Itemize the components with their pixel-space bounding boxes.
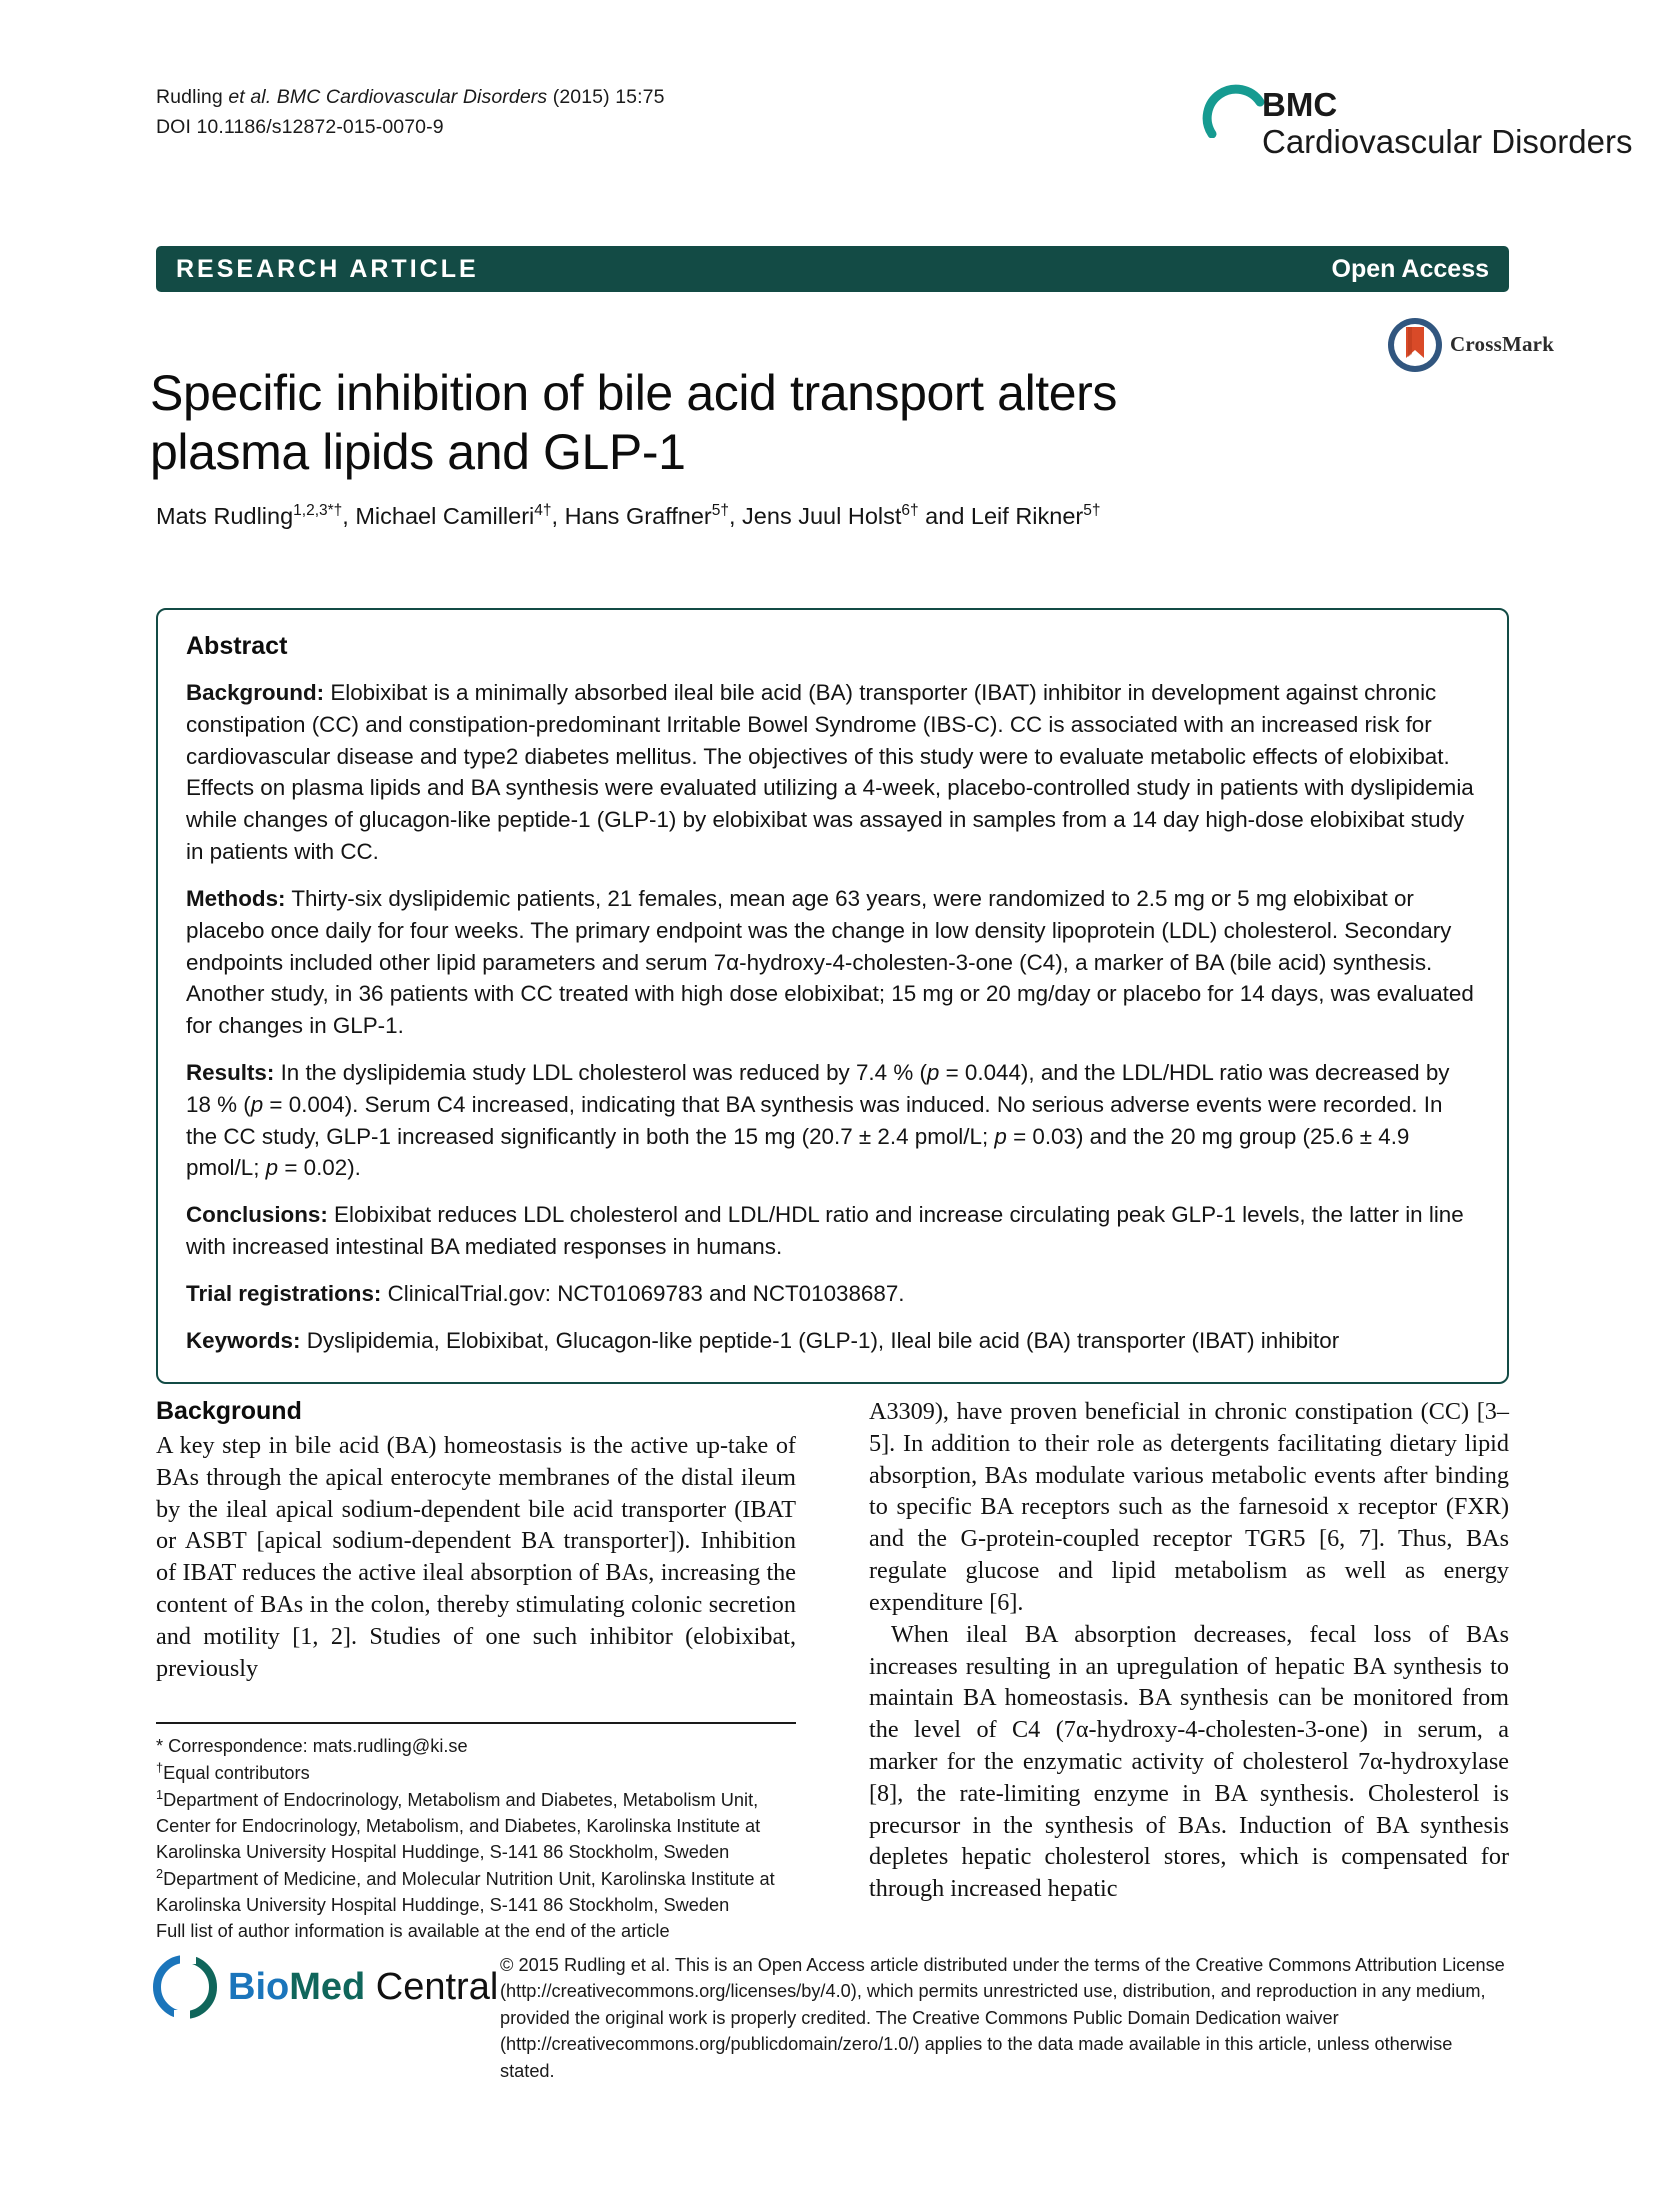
- body-column-left: [156, 1396, 796, 1685]
- abstract-heading: Abstract: [186, 632, 288, 660]
- biomed-central-wordmark: [228, 1968, 498, 2006]
- abstract-section-text: Elobixibat is a minimally absorbed ileal bile acid (BA) transporter (IBAT) inhibitor in development against chronic constipation (CC) and constipation-predominant Irritable Bowel Syndrome (IBS-C). CC is associated with an increased risk for cardiovascular disease and type2 diabetes mellitus. The objectives of this study were to evaluate metabolic effects of elobixibat. Effects on plasma lipids and BA synthesis were evaluated utilizing a 4-week, placebo-controlled study in patients with dyslipidemia while changes of glucagon-like peptide-1 (GLP-1) by elobixibat was assayed in samples from a 14 day high-dose elobixibat study in patients with CC.: [186, 680, 1474, 865]
- bmc-logo-text: [1262, 88, 1632, 161]
- body-column-right: [869, 1396, 1509, 1905]
- crossmark-label: CrossMark: [1450, 332, 1555, 356]
- banner-article-type: RESEARCH ARTICLE: [176, 254, 479, 283]
- biomed-central-logo: [152, 1952, 499, 2022]
- abstract-section: [186, 1057, 1479, 1184]
- abstract-section-text: ClinicalTrial.gov: NCT01069783 and NCT01038687.: [381, 1280, 905, 1306]
- biomed-central-ring-icon: [152, 1954, 218, 2020]
- logo-word-central: Central: [365, 1966, 499, 2008]
- page-header: [156, 82, 1633, 222]
- abstract-section-label: Methods:: [186, 885, 286, 911]
- abstract-section-text: Elobixibat reduces LDL cholesterol and LDL/HDL ratio and increase circulating peak GLP-1 levels, the latter in line with increased intestinal BA mediated responses in humans.: [186, 1202, 1464, 1259]
- bmc-journal-logo: [1184, 70, 1633, 175]
- equal-contributors-line: †Equal contributors: [156, 1759, 310, 1783]
- license-text-block: [500, 1952, 1510, 2084]
- license-text: © 2015 Rudling et al. This is an Open Access article distributed under the terms of the Creative Commons Attribution License (http://creativecommons.org/licenses/by/4.0), which permits unrestricted use, distribution, and reproduction in any medium, provided the original work is properly credited. The Creative Commons Public Domain Dedication waiver (http://creativecommons.org/publicdomain/zero/1.0/) applies to the data made available in this article, unless otherwise stated.: [500, 1955, 1505, 2081]
- abstract-section-text: Dyslipidemia, Elobixibat, Glucagon-like peptide-1 (GLP-1), Ileal bile acid (BA) transporter (IBAT) inhibitor: [300, 1327, 1340, 1353]
- page-title: Specific inhibition of bile acid transport alters plasma lipids and GLP-1: [150, 364, 1118, 480]
- abstract-section-label: Conclusions:: [186, 1202, 328, 1228]
- abstract-section-text: In the dyslipidemia study LDL cholesterol was reduced by 7.4 % (p = 0.044), and the LDL/HDL ratio was decreased by 18 % (p = 0.004). Serum C4 increased, indicating that BA synthesis was induced. No serious adverse events were recorded. In the CC study, GLP-1 increased significantly in both the 15 mg (20.7 ± 2.4 pmol/L; p = 0.03) and the 20 mg group (25.6 ± 4.9 pmol/L; p = 0.02).: [186, 1059, 1450, 1181]
- body-paragraph-2: When ileal BA absorption decreases, fecal loss of BAs increases resulting in an upregulation of hepatic BA synthesis to maintain BA homeostasis. BA synthesis can be monitored from the level of C4 (7α-hydroxy-4-cholesten-3-one) in serum, a marker for the enzymatic activity of cholesterol 7α-hydroxylase [8], the rate-limiting enzyme in BA synthesis. Cholesterol is precursor in the synthesis of BAs. Induction of BA synthesis depletes hepatic cholesterol stores, which is compensated for through increased hepatic: [869, 1620, 1509, 1903]
- bmc-abbreviation: BMC: [1262, 86, 1338, 123]
- affiliation-1: $^1$Department of Endocrinology, Metabolism and Diabetes, Metabolism Unit, Center for Endocrinology, Metabolism, and Diabetes, Karolinska Institute at Karolinska University Hospital Huddinge, S-141 86 Stockholm, Sweden: [156, 1786, 761, 1862]
- banner-open-access: Open Access: [1331, 254, 1489, 283]
- abstract-section: [186, 677, 1479, 868]
- citation-suffix: (2015) 15:75: [547, 86, 665, 108]
- abstract-section: [186, 883, 1479, 1042]
- abstract-sections: [186, 677, 1479, 1356]
- doi-line: DOI 10.1186/s12872-015-0070-9: [156, 116, 444, 139]
- correspondence-line: * Correspondence: mats.rudling@ki.se: [156, 1735, 468, 1756]
- citation-journal: et al. BMC Cardiovascular Disorders: [228, 86, 548, 108]
- abstract-section: [186, 1199, 1479, 1263]
- bmc-arc-icon: [1202, 72, 1268, 138]
- bmc-journal-name: Cardiovascular Disorders: [1262, 123, 1633, 160]
- abstract-section-text: Thirty-six dyslipidemic patients, 21 females, mean age 63 years, were randomized to 2.5 mg or 5 mg elobixibat or placebo once daily for four weeks. The primary endpoint was the change in low density lipoprotein (LDL) cholesterol. Secondary endpoints included other lipid parameters and serum 7α-hydroxy-4-cholesten-3-one (C4), a marker of BA (bile acid) synthesis. Another study, in 36 patients with CC treated with high dose elobixibat; 15 mg or 20 mg/day or placebo for 14 days, was evaluated for changes in GLP-1.: [186, 885, 1474, 1039]
- body-paragraph-1: A3309), have proven beneficial in chronic constipation (CC) [3–5]. In addition to their role as detergents facilitating dietary lipid absorption, BAs modulate various metabolic events after binding to specific BA receptors such as the farnesoid x receptor (FXR) and the G-protein-coupled receptor TGR5 [6, 7]. Thus, BAs regulate glucose and lipid metabolism as well as energy expenditure [6].: [869, 1398, 1509, 1616]
- correspondence-block: [156, 1722, 796, 1944]
- abstract-section-label: Keywords:: [186, 1327, 301, 1353]
- logo-word-med: Med: [289, 1966, 366, 2008]
- logo-word-bio: Bio: [228, 1966, 290, 2008]
- abstract-section-label: Results:: [186, 1059, 275, 1085]
- crossmark-badge[interactable]: [1386, 316, 1555, 376]
- section-heading-background: Background: [156, 1397, 302, 1425]
- abstract-section: [186, 1278, 1479, 1310]
- abstract-section-label: Trial registrations:: [186, 1280, 382, 1306]
- affiliation-2: $^2$Department of Medicine, and Molecular Nutrition Unit, Karolinska Institute at Karolinska University Hospital Huddinge, S-141 86 Stockholm, Sweden: [156, 1865, 775, 1915]
- full-author-list-note: Full list of author information is available at the end of the article: [156, 1920, 670, 1941]
- background-paragraph: A key step in bile acid (BA) homeostasis is the active up-take of BAs through the apical enterocyte membranes of the distal ileum by the ileal apical sodium-dependent bile acid transporter (IBAT or ASBT [apical sodium-dependent BA transporter]). Inhibition of IBAT reduces the active ileal absorption of BAs, increasing the content of BAs in the colon, thereby stimulating colonic secretion and motility [1, 2]. Studies of one such inhibitor (elobixibat, previously: [156, 1432, 796, 1682]
- author-list: Mats Rudling$^{1,2,3*\dagger}$, Michael Camilleri$^{4\dagger}$, Hans Graffner$^{5\dagger}$, Jens Juul Holst$^{6\dagger}$ and Leif Rikner$^{5\dagger}$: [156, 502, 1101, 529]
- citation-prefix: Rudling: [156, 86, 229, 108]
- crossmark-icon: [1386, 316, 1444, 374]
- abstract-section-label: Background:: [186, 680, 325, 705]
- abstract-section: [186, 1325, 1479, 1357]
- abstract-box: [156, 608, 1509, 1384]
- footnote-divider: [156, 1722, 796, 1724]
- research-article-banner: [156, 246, 1509, 292]
